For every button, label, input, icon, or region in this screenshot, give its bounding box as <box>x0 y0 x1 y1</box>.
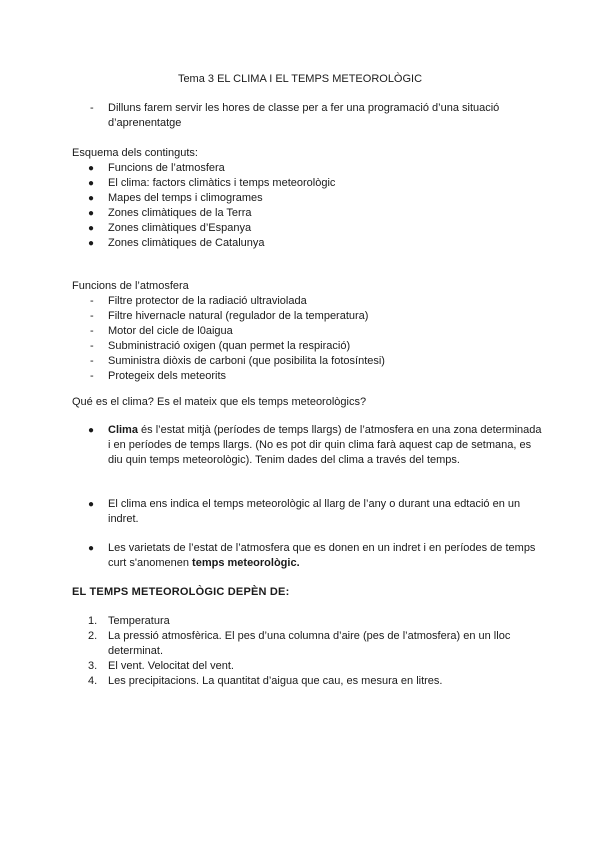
list-item <box>72 339 542 354</box>
intro-note <box>72 101 542 131</box>
depends-item: Les precipitacions. La quantitat d’aigua que cau, es mesura en litres. <box>108 675 443 687</box>
bullet-icon: ● <box>88 193 95 204</box>
bullet-icon: ● <box>88 543 95 554</box>
dash-marker: - <box>90 295 94 307</box>
list-item <box>72 324 542 339</box>
list-item <box>72 161 542 176</box>
list-item <box>72 659 542 674</box>
functions-section <box>72 279 542 384</box>
dash-marker: - <box>90 102 94 114</box>
outline-item: Zones climàtiques de Catalunya <box>108 237 265 249</box>
climate-term: Clima <box>108 424 138 436</box>
outline-item: Zones climàtiques de la Terra <box>108 207 252 219</box>
weather-term: temps meteorològic. <box>192 557 300 569</box>
list-item <box>72 221 542 236</box>
outline-item: El clima: factors climàtics i temps meteorològic <box>108 177 336 189</box>
outline-heading: Esquema dels continguts: <box>72 147 198 159</box>
list-item <box>72 541 542 571</box>
climate-point <box>72 497 542 527</box>
function-item: Suministra diòxis de carboni (que posibilita la fotosíntesi) <box>108 355 385 367</box>
number-marker: 2. <box>88 630 98 642</box>
depends-heading: EL TEMPS METEOROLÒGIC DEPÈN DE: <box>72 586 290 598</box>
dash-marker: - <box>90 325 94 337</box>
list-item <box>72 423 542 468</box>
list-item <box>72 497 542 527</box>
bullet-icon: ● <box>88 499 95 510</box>
bullet-icon: ● <box>88 238 95 249</box>
list-item <box>72 176 542 191</box>
function-item: Subministració oxigen (quan permet la respiració) <box>108 340 351 352</box>
bullet-icon: ● <box>88 223 95 234</box>
function-item: Motor del cicle de l0aigua <box>108 325 233 337</box>
functions-heading: Funcions de l’atmosfera <box>72 280 189 292</box>
depends-item: Temperatura <box>108 615 170 627</box>
climate-point-text: Les varietats de l’estat de l’atmosfera que es donen en un indret i en períodes de temps curt s'anomenen <box>108 542 536 569</box>
list-item <box>72 674 542 689</box>
climate-point <box>72 423 542 468</box>
intro-note-text: Dilluns farem servir les hores de classe per a fer una programació d’una situació d’aprenentatge <box>108 102 500 129</box>
list-item <box>72 206 542 221</box>
depends-item: La pressió atmosfèrica. El pes d’una columna d’aire (pes de l’atmosfera) en un lloc determinat. <box>108 630 511 657</box>
function-item: Filtre protector de la radiació ultraviolada <box>108 295 307 307</box>
dash-marker: - <box>90 355 94 367</box>
list-item <box>72 101 542 131</box>
depends-list <box>72 614 542 689</box>
outline-item: Mapes del temps i climogrames <box>108 192 263 204</box>
list-item <box>72 354 542 369</box>
outline-item: Funcions de l’atmosfera <box>108 162 225 174</box>
function-item: Protegeix dels meteorits <box>108 370 226 382</box>
depends-item: El vent. Velocitat del vent. <box>108 660 234 672</box>
number-marker: 1. <box>88 615 98 627</box>
list-item <box>72 191 542 206</box>
dash-marker: - <box>90 310 94 322</box>
dash-marker: - <box>90 340 94 352</box>
bullet-icon: ● <box>88 178 95 189</box>
climate-point <box>72 541 542 571</box>
page-title: Tema 3 EL CLIMA I EL TEMPS METEOROLÒGIC <box>177 73 423 85</box>
outline-item: Zones climàtiques d’Espanya <box>108 222 252 234</box>
bullet-icon: ● <box>88 208 95 219</box>
list-item <box>72 294 542 309</box>
bullet-icon: ● <box>88 163 95 174</box>
list-item <box>72 614 542 629</box>
function-item: Filtre hivernacle natural (regulador de la temperatura) <box>108 310 369 322</box>
dash-marker: - <box>90 370 94 382</box>
list-item <box>72 629 542 659</box>
number-marker: 3. <box>88 660 98 672</box>
climate-definition: és l’estat mitjà (períodes de temps llargs) de l’atmosfera en una zona determinada i en períodes de temps llargs. (No es pot dir quin clima farà aquest cap de setmana, es diu quin temps meteorològic). Tenim dades del clima a través del temps. <box>108 424 542 466</box>
question-text: Qué es el clima? Es el mateix que els temps meteorològics? <box>72 396 367 408</box>
climate-point-text: El clima ens indica el temps meteorològic al llarg de l’any o durant una edtació en un indret. <box>108 498 521 525</box>
number-marker: 4. <box>88 675 98 687</box>
list-item <box>72 369 542 384</box>
bullet-icon: ● <box>88 425 95 436</box>
list-item <box>72 236 542 251</box>
outline-section <box>72 146 542 251</box>
list-item <box>72 309 542 324</box>
